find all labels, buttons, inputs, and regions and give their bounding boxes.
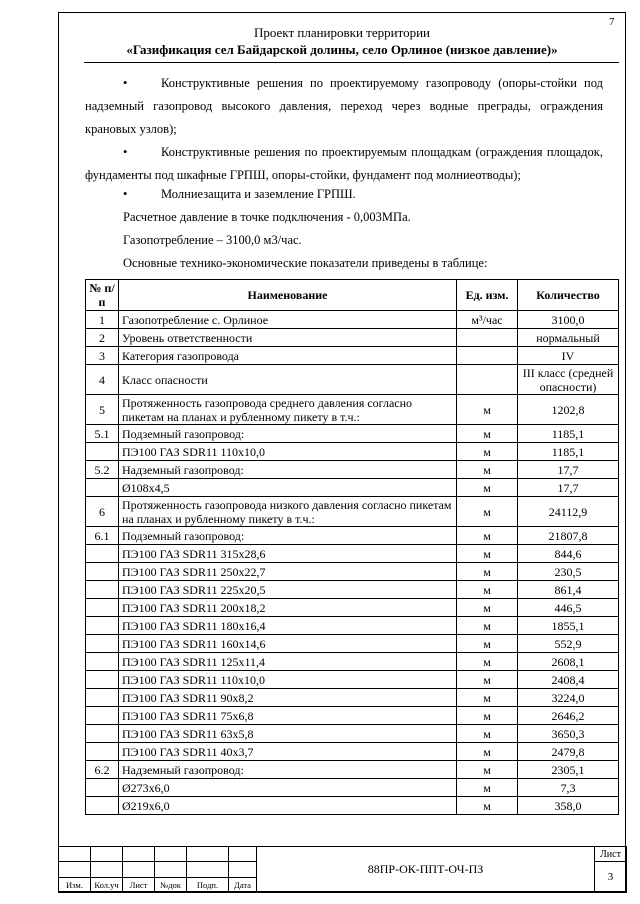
cell-qty: 24112,9 [518,497,619,527]
cell-num [86,671,119,689]
table-row [86,563,619,581]
cell-qty: 2305,1 [518,761,619,779]
bullet-paragraph-3: • Молниезащита и заземление ГРПШ. [85,183,603,206]
table-row [86,707,619,725]
cell-unit: м [457,545,518,563]
cell-num: 5.2 [86,461,119,479]
cell-unit: м [457,461,518,479]
table-row [86,545,619,563]
cell-num [86,725,119,743]
cell-unit: м [457,581,518,599]
cell-name: ПЭ100 ГАЗ SDR11 110х10,0 [119,671,457,689]
cell-num: 4 [86,365,119,395]
cell-name: Газопотребление с. Орлиное [119,311,457,329]
table-row [86,581,619,599]
bullet-paragraph-2: • Конструктивные решения по проектируемым площадкам (ограждения площадок, фундаменты под шкафные ГРПШ, опоры-стойки, фундамент под молниеотводы); [85,141,603,187]
cell-qty: IV [518,347,619,365]
cell-num [86,563,119,581]
cell-name: Протяженность газопровода низкого давления согласно пикетам на планах и рубленному пикету в т.ч.: [119,497,457,527]
cell-unit: м [457,497,518,527]
cell-unit: м [457,707,518,725]
cell-unit: м [457,725,518,743]
sheet-label: Лист [595,847,627,862]
cell-unit: м [457,671,518,689]
table-row [86,779,619,797]
cell-name: Ø273х6,0 [119,779,457,797]
cell-name: ПЭ100 ГАЗ SDR11 200х18,2 [119,599,457,617]
cell-name: ПЭ100 ГАЗ SDR11 250х22,7 [119,563,457,581]
cell-name: Подземный газопровод: [119,425,457,443]
cell-qty: 358,0 [518,797,619,815]
table-row [86,671,619,689]
cell-unit [457,347,518,365]
cell-qty: 1855,1 [518,617,619,635]
cell-qty: 3100,0 [518,311,619,329]
cell-num: 5 [86,395,119,425]
stamp-col-data: Дата [229,878,257,893]
table-row [86,311,619,329]
consumption-line: Газопотребление – 3100,0 м3/час. [123,233,302,247]
table-row [86,527,619,545]
bullet-marker: • [123,187,128,201]
cell-qty: 21807,8 [518,527,619,545]
cell-qty: 1202,8 [518,395,619,425]
cell-qty: 2646,2 [518,707,619,725]
cell-unit: м [457,395,518,425]
table-row [86,425,619,443]
stamp-col-ndok: №док [155,878,187,893]
cell-num: 2 [86,329,119,347]
cell-num: 6 [86,497,119,527]
table-row [86,395,619,425]
cell-qty: нормальный [518,329,619,347]
cell-qty: 1185,1 [518,425,619,443]
stamp-col-izm: Изм. [59,878,91,893]
cell-name: Ø108х4,5 [119,479,457,497]
cell-unit: м [457,425,518,443]
cell-unit: м [457,527,518,545]
cell-num: 6.2 [86,761,119,779]
cell-qty: 17,7 [518,461,619,479]
table-row [86,743,619,761]
cell-unit: м³/час [457,311,518,329]
cell-name: Категория газопровода [119,347,457,365]
cell-unit [457,365,518,395]
table-row [86,653,619,671]
cell-name: Протяженность газопровода среднего давления согласно пикетам на планах и рубленному пикету в т.ч.: [119,395,457,425]
cell-unit: м [457,743,518,761]
cell-qty: 2479,8 [518,743,619,761]
table-row [86,443,619,461]
bullet-paragraph-1: • Конструктивные решения по проектируемому газопроводу (опоры-стойки под надземный газопровод высокого давления, переход через водные преграды, ограждения крановых узлов); [85,72,603,141]
cell-name: ПЭ100 ГАЗ SDR11 125х11,4 [119,653,457,671]
cell-num [86,617,119,635]
cell-num [86,797,119,815]
cell-name: ПЭ100 ГАЗ SDR11 225х20,5 [119,581,457,599]
table-row [86,725,619,743]
cell-qty: 2408,4 [518,671,619,689]
table-row [86,497,619,527]
cell-qty: III класс (средней опасности) [518,365,619,395]
table-row [86,689,619,707]
cell-name: Класс опасности [119,365,457,395]
cell-num [86,779,119,797]
table-row [86,329,619,347]
header-divider [84,62,619,63]
cell-num: 6.1 [86,527,119,545]
cell-qty: 446,5 [518,599,619,617]
cell-num [86,689,119,707]
cell-unit: м [457,599,518,617]
cell-name: Уровень ответственности [119,329,457,347]
cell-name: ПЭ100 ГАЗ SDR11 180х16,4 [119,617,457,635]
cell-qty: 861,4 [518,581,619,599]
cell-num [86,545,119,563]
cell-name: Надземный газопровод: [119,761,457,779]
cell-qty: 3224,0 [518,689,619,707]
cell-name: Ø219х6,0 [119,797,457,815]
cell-qty: 1185,1 [518,443,619,461]
table-row [86,599,619,617]
cell-qty: 552,9 [518,635,619,653]
cell-qty: 2608,1 [518,653,619,671]
cell-name: ПЭ100 ГАЗ SDR11 160х14,6 [119,635,457,653]
page-number: 7 [609,16,615,28]
indicators-table [85,279,619,815]
cell-num [86,653,119,671]
cell-qty: 17,7 [518,479,619,497]
col-header-name: Наименование [119,280,457,311]
table-row [86,347,619,365]
cell-num: 5.1 [86,425,119,443]
bullet-marker: • [123,76,128,90]
cell-unit: м [457,689,518,707]
document-code: 88ПР-ОК-ППТ-ОЧ-ПЗ [257,847,595,893]
cell-unit [457,329,518,347]
header-subtitle: «Газификация сел Байдарской долины, село Орлиное (низкое давление)» [126,42,558,57]
cell-name: Надземный газопровод: [119,461,457,479]
cell-unit: м [457,779,518,797]
table-row [86,761,619,779]
table-row [86,797,619,815]
header-title: Проект планировки территории [253,25,430,40]
cell-num [86,443,119,461]
cell-name: ПЭ100 ГАЗ SDR11 40х3,7 [119,743,457,761]
col-header-unit: Ед. изм. [457,280,518,311]
col-header-num: № п/п [86,280,119,311]
cell-qty: 844,6 [518,545,619,563]
cell-num [86,581,119,599]
table-row [86,617,619,635]
stamp-col-podp: Подп. [187,878,229,893]
cell-unit: м [457,479,518,497]
cell-name: ПЭ100 ГАЗ SDR11 75х6,8 [119,707,457,725]
cell-unit: м [457,617,518,635]
cell-qty: 230,5 [518,563,619,581]
bullet-marker: • [123,145,128,159]
cell-num: 1 [86,311,119,329]
cell-name: Подземный газопровод: [119,527,457,545]
table-row [86,635,619,653]
cell-unit: м [457,653,518,671]
cell-num [86,743,119,761]
cell-name: ПЭ100 ГАЗ SDR11 110х10,0 [119,443,457,461]
cell-unit: м [457,443,518,461]
stamp-col-list: Лист [123,878,155,893]
cell-qty: 3650,3 [518,725,619,743]
table-row [86,365,619,395]
cell-num [86,707,119,725]
sheet-number: 3 [595,862,627,893]
table-header-row [86,280,619,311]
cell-unit: м [457,635,518,653]
cell-num [86,635,119,653]
cell-num [86,479,119,497]
cell-unit: м [457,563,518,581]
cell-name: ПЭ100 ГАЗ SDR11 90х8,2 [119,689,457,707]
pressure-line: Расчетное давление в точке подключения - 0,003МПа. [123,210,411,224]
cell-num [86,599,119,617]
table-row [86,461,619,479]
cell-name: ПЭ100 ГАЗ SDR11 315х28,6 [119,545,457,563]
cell-qty: 7,3 [518,779,619,797]
cell-unit: м [457,761,518,779]
cell-unit: м [457,797,518,815]
cell-num: 3 [86,347,119,365]
stamp-col-kol: Кол.уч [91,878,123,893]
table-row [86,479,619,497]
title-block-stamp [58,846,626,892]
cell-name: ПЭ100 ГАЗ SDR11 63х5,8 [119,725,457,743]
col-header-qty: Количество [518,280,619,311]
table-intro-line: Основные технико-экономические показатели приведены в таблице: [123,256,488,270]
